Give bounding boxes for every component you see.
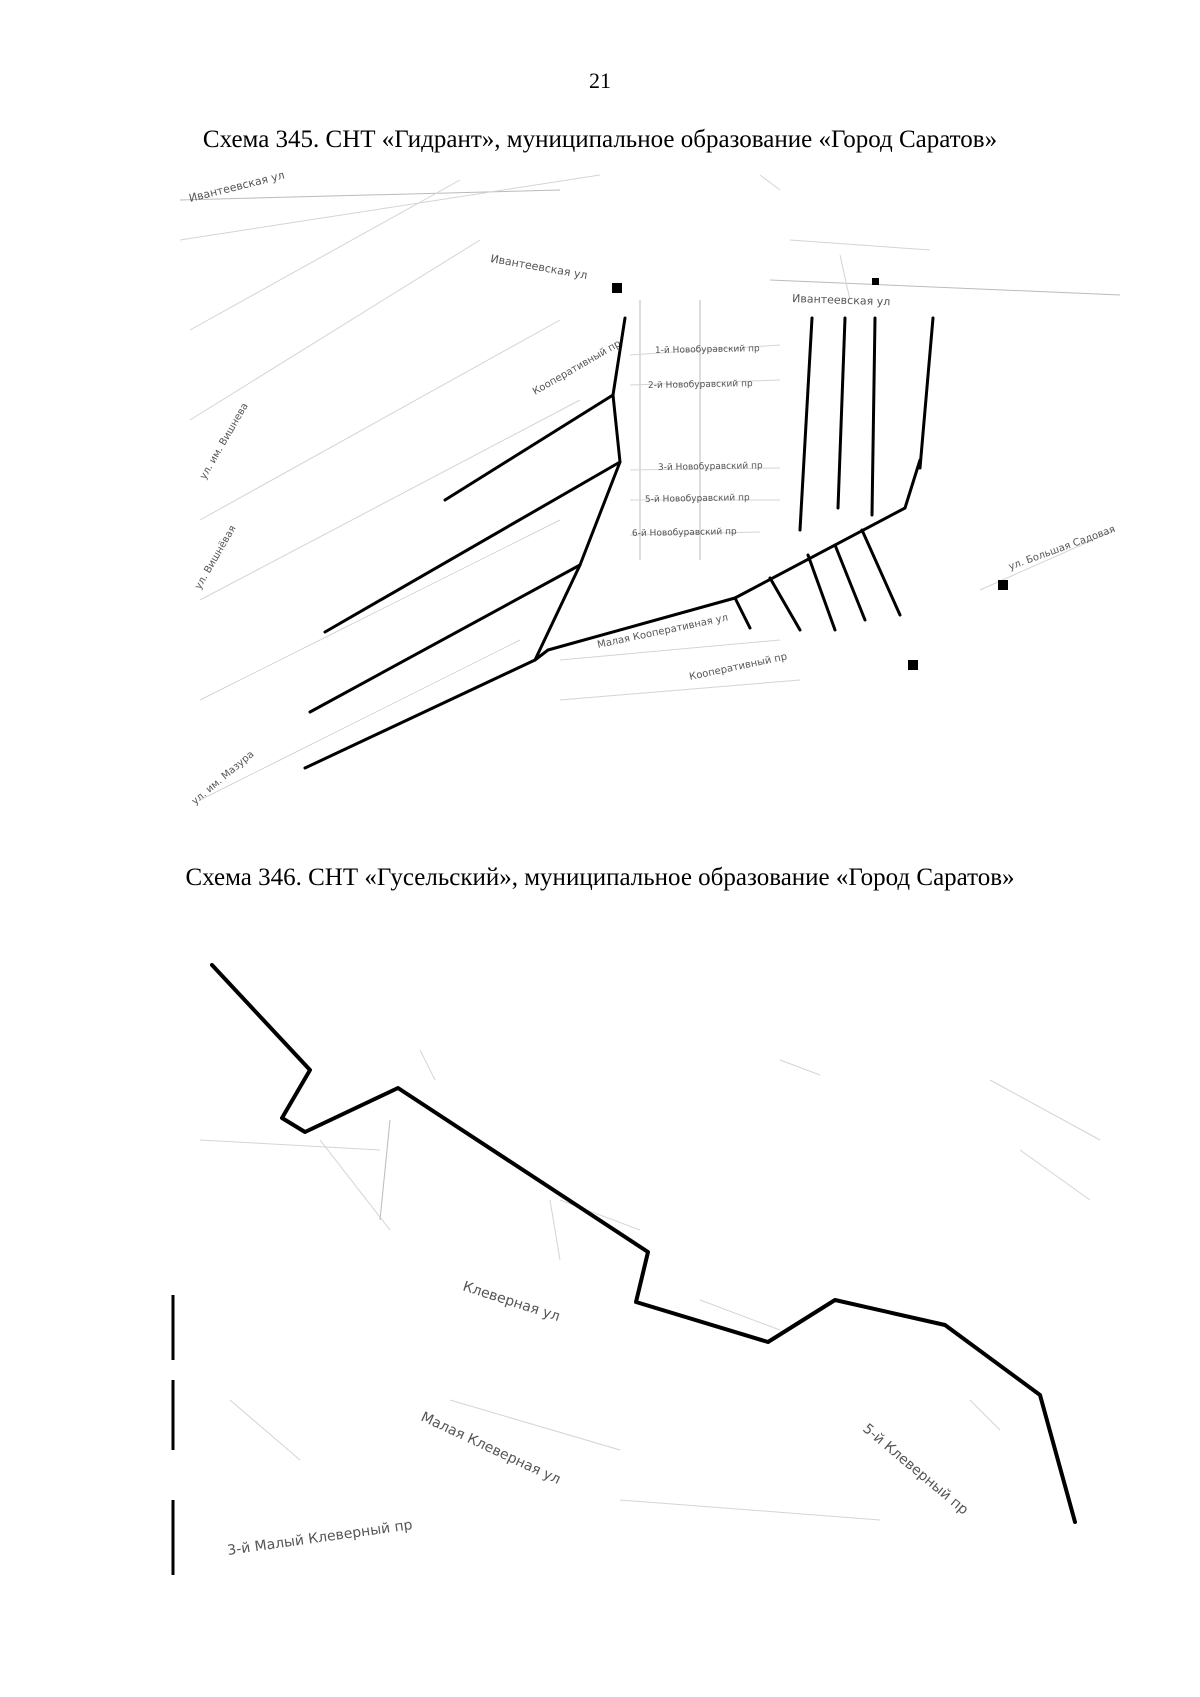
street-label: Малая Кооперативная ул — [596, 612, 730, 651]
scheme-345-caption: Схема 345. СНТ «Гидрант», муниципальное образование «Город Саратов» — [202, 126, 998, 153]
street-label: Малая Клеверная ул — [418, 1409, 563, 1488]
street-label: 2-й Новобуравский пр — [647, 379, 753, 391]
street-label: ул. Большая Садовая — [1007, 523, 1117, 573]
street-label: 3-й Малый Клеверный пр — [226, 1517, 414, 1559]
street-label: 6-й Новобуравский пр — [631, 527, 737, 539]
street-label: Ивантеевская ул — [187, 168, 286, 205]
street-label: Клеверная ул — [460, 1278, 562, 1326]
street-label: Ивантеевская ул — [791, 292, 891, 309]
page-number: 21 — [589, 68, 611, 93]
scheme-346-caption: Схема 346. СНТ «Гусельский», муниципальное образование «Город Саратов» — [185, 864, 1015, 891]
street-label: 3-й Новобуравский пр — [657, 461, 763, 473]
street-label: ул. им. Вишнева — [198, 401, 251, 482]
street-label: ул. им. Мазура — [189, 749, 257, 808]
street-label: Кооперативный пр — [531, 338, 623, 398]
street-label: Кооперативный пр — [688, 651, 789, 683]
street-label: 1-й Новобуравский пр — [654, 344, 760, 356]
street-label: ул. Вишнёвая — [193, 523, 239, 592]
street-label: Ивантеевская ул — [489, 252, 589, 283]
scheme-346-background-lines — [200, 1050, 1100, 1520]
street-label: 5-й Клеверный пр — [859, 1420, 972, 1519]
scheme-346-street-labels — [226, 1279, 971, 1559]
scheme-346-boundary — [212, 965, 1075, 1522]
street-label: 5-й Новобуравский пр — [644, 493, 750, 505]
